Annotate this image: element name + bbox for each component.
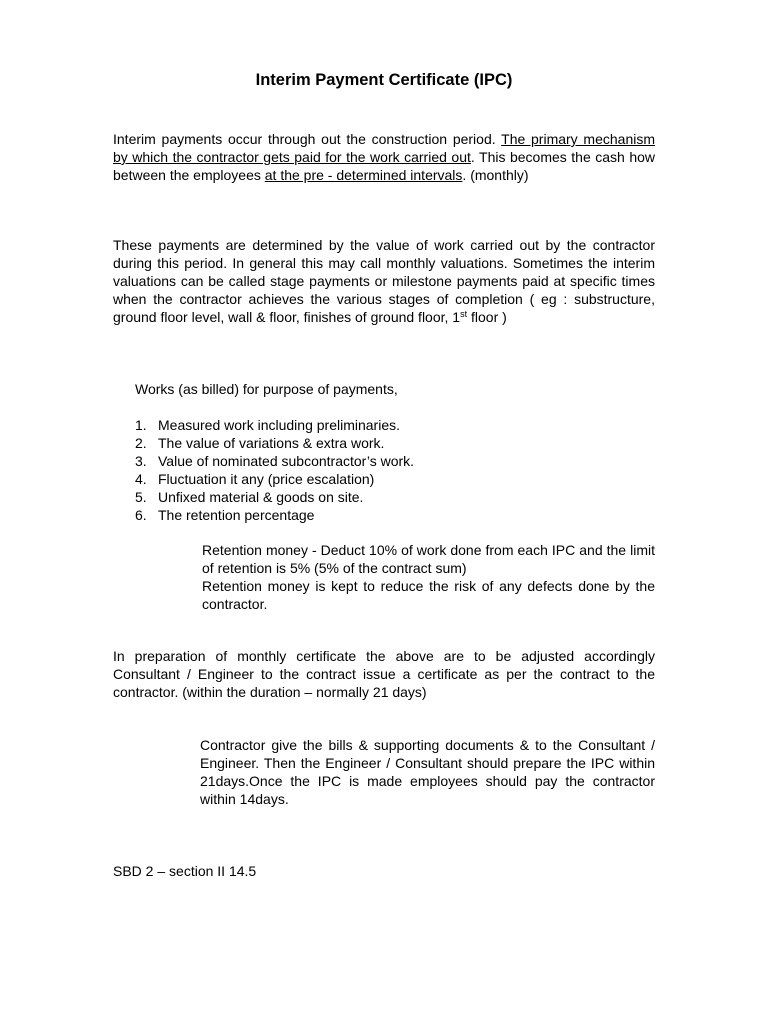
list-item-number: 5. [135, 489, 147, 505]
list-item-text: The value of variations & extra work. [158, 435, 385, 451]
list-item-text: Fluctuation it any (price escalation) [158, 471, 375, 487]
section-reference: SBD 2 – section II 14.5 [113, 863, 257, 879]
list-item [135, 470, 414, 488]
retention-line-1: Retention money - Deduct 10% of work done from each IPC and the limit of retention is 5% (5% of the contract sum) [202, 542, 655, 576]
p1-text-c: . (monthly) [462, 167, 529, 183]
list-item-text: Value of nominated subcontractor’s work. [158, 453, 415, 469]
p2-superscript: st [460, 309, 468, 319]
retention-note [202, 541, 655, 613]
works-list [135, 416, 414, 524]
works-intro: Works (as billed) for purpose of payments, [135, 381, 398, 397]
list-item [135, 506, 414, 524]
p1-text-b: . This becomes the cash how between the employees [113, 149, 655, 183]
list-item [135, 434, 414, 452]
p1-text-a: Interim payments occur through out the construction period. [113, 131, 502, 147]
list-item-number: 2. [135, 435, 147, 451]
list-item-text: Unfixed material & goods on site. [158, 489, 364, 505]
valuation-paragraph [113, 236, 655, 326]
contractor-note: Contractor give the bills & supporting documents & to the Consultant / Engineer. Then the Engineer / Consultant should prepare the IPC within 21days.Once the IPC is made employees should pay the contractor within 14days. [200, 737, 655, 807]
list-item [135, 488, 414, 506]
list-item-number: 4. [135, 471, 147, 487]
list-item [135, 452, 414, 470]
list-item-number: 1. [135, 417, 147, 433]
list-item-number: 6. [135, 507, 147, 523]
list-item-number: 3. [135, 453, 147, 469]
list-item-text: The retention percentage [158, 507, 315, 523]
p1-underlined-intervals: at the pre - determined intervals [264, 167, 463, 183]
retention-line-2: Retention money is kept to reduce the risk of any defects done by the contractor. [202, 578, 655, 612]
p1-underlined-mechanism: The primary mechanism by which the contractor gets paid for the work carried out [113, 131, 656, 165]
page-title: Interim Payment Certificate (IPC) [255, 71, 513, 89]
list-item [135, 416, 414, 434]
p2-tail: floor ) [467, 309, 507, 325]
certificate-paragraph: In preparation of monthly certificate the above are to be adjusted accordingly Consultant / Engineer to the contract issue a certificate as per the contract to the contractor. (within the duration – normally 21 days) [113, 648, 655, 700]
p2-text: These payments are determined by the value of work carried out by the contractor during this period. In general this may call monthly valuations. Sometimes the interim valuations can be called stage payments or milestone payments paid at specific times when the contractor achieves the various stages of completion ( eg : substructure, ground floor level, wall & floor, finishes of ground floor, 1 [113, 237, 655, 325]
intro-paragraph [113, 130, 655, 184]
list-item-text: Measured work including preliminaries. [158, 417, 400, 433]
